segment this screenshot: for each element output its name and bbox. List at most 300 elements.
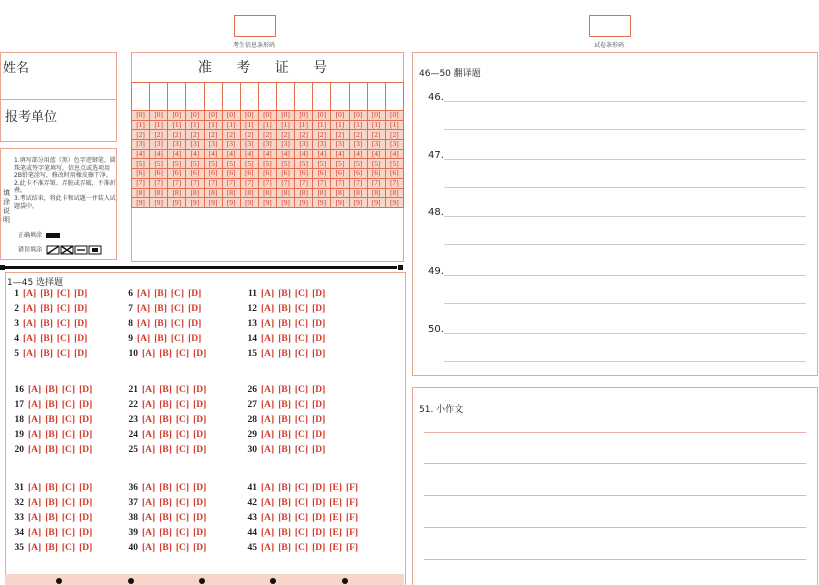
id-digit-bubble[interactable]: [8] bbox=[349, 188, 367, 198]
option-bubble[interactable]: [C] bbox=[294, 400, 309, 410]
option-bubble[interactable]: [A] bbox=[261, 385, 275, 395]
option-bubble[interactable]: [E] bbox=[329, 483, 342, 493]
option-bubble[interactable]: [B] bbox=[40, 319, 53, 329]
option-bubble[interactable]: [A] bbox=[23, 319, 37, 329]
id-digit-bubble[interactable]: [3] bbox=[186, 140, 204, 150]
id-digit-bubble[interactable]: [4] bbox=[313, 149, 331, 159]
option-bubble[interactable]: [C] bbox=[61, 498, 76, 508]
option-bubble[interactable]: [A] bbox=[261, 543, 275, 553]
id-digit-bubble[interactable]: [2] bbox=[258, 130, 276, 140]
option-bubble[interactable]: [D] bbox=[74, 289, 88, 299]
id-digit-bubble[interactable]: [2] bbox=[150, 130, 168, 140]
id-write-cell[interactable] bbox=[313, 83, 331, 111]
option-bubble[interactable]: [B] bbox=[40, 304, 53, 314]
id-digit-bubble[interactable]: [6] bbox=[258, 169, 276, 179]
translation-answer-line[interactable] bbox=[444, 216, 806, 217]
option-bubble[interactable]: [D] bbox=[312, 349, 326, 359]
option-bubble[interactable]: [C] bbox=[56, 319, 71, 329]
id-digit-bubble[interactable]: [9] bbox=[204, 198, 222, 208]
id-digit-bubble[interactable]: [3] bbox=[367, 140, 385, 150]
id-digit-bubble[interactable]: [6] bbox=[331, 169, 349, 179]
essay-line[interactable] bbox=[424, 527, 806, 528]
option-bubble[interactable]: [B] bbox=[159, 400, 172, 410]
id-digit-bubble[interactable]: [3] bbox=[385, 140, 403, 150]
id-digit-bubble[interactable]: [3] bbox=[240, 140, 258, 150]
option-bubble[interactable]: [C] bbox=[56, 304, 71, 314]
option-bubble[interactable]: [C] bbox=[294, 430, 309, 440]
id-digit-bubble[interactable]: [7] bbox=[222, 178, 240, 188]
option-bubble[interactable]: [D] bbox=[188, 319, 202, 329]
id-digit-bubble[interactable]: [5] bbox=[277, 159, 295, 169]
option-bubble[interactable]: [B] bbox=[278, 483, 291, 493]
option-bubble[interactable]: [A] bbox=[261, 528, 275, 538]
translation-answer-line[interactable] bbox=[444, 101, 806, 102]
id-digit-bubble[interactable]: [7] bbox=[385, 178, 403, 188]
id-digit-bubble[interactable]: [5] bbox=[168, 159, 186, 169]
option-bubble[interactable]: [A] bbox=[23, 334, 37, 344]
option-bubble[interactable]: [E] bbox=[329, 543, 342, 553]
id-digit-bubble[interactable]: [8] bbox=[150, 188, 168, 198]
option-bubble[interactable]: [B] bbox=[45, 400, 58, 410]
id-digit-bubble[interactable]: [9] bbox=[258, 198, 276, 208]
option-bubble[interactable]: [C] bbox=[61, 415, 76, 425]
id-digit-bubble[interactable]: [2] bbox=[186, 130, 204, 140]
option-bubble[interactable]: [A] bbox=[28, 513, 42, 523]
id-digit-bubble[interactable]: [5] bbox=[258, 159, 276, 169]
id-digit-bubble[interactable]: [5] bbox=[349, 159, 367, 169]
option-bubble[interactable]: [C] bbox=[294, 289, 309, 299]
id-digit-bubble[interactable]: [5] bbox=[367, 159, 385, 169]
id-digit-bubble[interactable]: [8] bbox=[385, 188, 403, 198]
option-bubble[interactable]: [D] bbox=[193, 528, 207, 538]
option-bubble[interactable]: [D] bbox=[312, 528, 326, 538]
option-bubble[interactable]: [C] bbox=[175, 498, 190, 508]
option-bubble[interactable]: [A] bbox=[28, 543, 42, 553]
id-digit-bubble[interactable]: [0] bbox=[367, 111, 385, 121]
id-digit-bubble[interactable]: [5] bbox=[150, 159, 168, 169]
option-bubble[interactable]: [C] bbox=[56, 334, 71, 344]
option-bubble[interactable]: [E] bbox=[329, 528, 342, 538]
id-digit-bubble[interactable]: [8] bbox=[132, 188, 150, 198]
option-bubble[interactable]: [A] bbox=[261, 483, 275, 493]
option-bubble[interactable]: [C] bbox=[170, 304, 185, 314]
option-bubble[interactable]: [A] bbox=[28, 483, 42, 493]
option-bubble[interactable]: [B] bbox=[154, 304, 167, 314]
id-digit-bubble[interactable]: [5] bbox=[222, 159, 240, 169]
translation-answer-line[interactable] bbox=[444, 361, 806, 362]
option-bubble[interactable]: [A] bbox=[261, 445, 275, 455]
id-digit-bubble[interactable]: [4] bbox=[277, 149, 295, 159]
option-bubble[interactable]: [A] bbox=[142, 543, 156, 553]
option-bubble[interactable]: [A] bbox=[137, 289, 151, 299]
option-bubble[interactable]: [D] bbox=[312, 385, 326, 395]
option-bubble[interactable]: [C] bbox=[61, 483, 76, 493]
id-digit-bubble[interactable]: [2] bbox=[168, 130, 186, 140]
id-digit-bubble[interactable]: [2] bbox=[222, 130, 240, 140]
option-bubble[interactable]: [D] bbox=[79, 543, 93, 553]
id-digit-bubble[interactable]: [4] bbox=[331, 149, 349, 159]
id-digit-bubble[interactable]: [3] bbox=[222, 140, 240, 150]
id-write-cell[interactable] bbox=[132, 83, 150, 111]
option-bubble[interactable]: [C] bbox=[294, 385, 309, 395]
translation-answer-line[interactable] bbox=[444, 333, 806, 334]
option-bubble[interactable]: [F] bbox=[345, 528, 359, 538]
essay-line[interactable] bbox=[424, 463, 806, 464]
option-bubble[interactable]: [B] bbox=[278, 349, 291, 359]
option-bubble[interactable]: [B] bbox=[278, 289, 291, 299]
option-bubble[interactable]: [C] bbox=[294, 319, 309, 329]
id-digit-bubble[interactable]: [8] bbox=[258, 188, 276, 198]
id-digit-bubble[interactable]: [0] bbox=[331, 111, 349, 121]
option-bubble[interactable]: [D] bbox=[79, 513, 93, 523]
id-digit-bubble[interactable]: [1] bbox=[385, 120, 403, 130]
option-bubble[interactable]: [C] bbox=[294, 415, 309, 425]
option-bubble[interactable]: [D] bbox=[74, 304, 88, 314]
id-digit-bubble[interactable]: [2] bbox=[367, 130, 385, 140]
option-bubble[interactable]: [C] bbox=[170, 289, 185, 299]
option-bubble[interactable]: [B] bbox=[45, 498, 58, 508]
option-bubble[interactable]: [A] bbox=[142, 528, 156, 538]
id-digit-bubble[interactable]: [3] bbox=[331, 140, 349, 150]
id-digit-bubble[interactable]: [0] bbox=[222, 111, 240, 121]
id-digit-bubble[interactable]: [0] bbox=[168, 111, 186, 121]
id-digit-bubble[interactable]: [1] bbox=[277, 120, 295, 130]
id-digit-bubble[interactable]: [3] bbox=[150, 140, 168, 150]
id-digit-bubble[interactable]: [1] bbox=[150, 120, 168, 130]
id-digit-bubble[interactable]: [1] bbox=[367, 120, 385, 130]
id-digit-bubble[interactable]: [9] bbox=[385, 198, 403, 208]
id-digit-bubble[interactable]: [8] bbox=[240, 188, 258, 198]
option-bubble[interactable]: [D] bbox=[312, 498, 326, 508]
id-write-cell[interactable] bbox=[258, 83, 276, 111]
id-digit-bubble[interactable]: [7] bbox=[277, 178, 295, 188]
essay-line[interactable] bbox=[424, 559, 806, 560]
id-digit-bubble[interactable]: [6] bbox=[277, 169, 295, 179]
id-write-cell[interactable] bbox=[204, 83, 222, 111]
id-digit-bubble[interactable]: [6] bbox=[349, 169, 367, 179]
option-bubble[interactable]: [A] bbox=[261, 513, 275, 523]
id-digit-bubble[interactable]: [3] bbox=[313, 140, 331, 150]
id-digit-bubble[interactable]: [4] bbox=[258, 149, 276, 159]
option-bubble[interactable]: [D] bbox=[312, 304, 326, 314]
option-bubble[interactable]: [B] bbox=[159, 483, 172, 493]
option-bubble[interactable]: [B] bbox=[159, 415, 172, 425]
id-digit-bubble[interactable]: [8] bbox=[367, 188, 385, 198]
id-digit-bubble[interactable]: [7] bbox=[186, 178, 204, 188]
option-bubble[interactable]: [B] bbox=[45, 528, 58, 538]
option-bubble[interactable]: [D] bbox=[312, 513, 326, 523]
id-digit-bubble[interactable]: [7] bbox=[258, 178, 276, 188]
id-digit-bubble[interactable]: [9] bbox=[367, 198, 385, 208]
option-bubble[interactable]: [B] bbox=[278, 543, 291, 553]
option-bubble[interactable]: [C] bbox=[56, 349, 71, 359]
option-bubble[interactable]: [D] bbox=[188, 334, 202, 344]
id-digit-bubble[interactable]: [0] bbox=[258, 111, 276, 121]
option-bubble[interactable]: [B] bbox=[159, 385, 172, 395]
id-digit-bubble[interactable]: [5] bbox=[240, 159, 258, 169]
option-bubble[interactable]: [F] bbox=[345, 513, 359, 523]
option-bubble[interactable]: [A] bbox=[261, 334, 275, 344]
option-bubble[interactable]: [B] bbox=[159, 445, 172, 455]
option-bubble[interactable]: [B] bbox=[278, 319, 291, 329]
option-bubble[interactable]: [D] bbox=[193, 385, 207, 395]
option-bubble[interactable]: [C] bbox=[61, 543, 76, 553]
id-digit-bubble[interactable]: [6] bbox=[132, 169, 150, 179]
option-bubble[interactable]: [B] bbox=[45, 430, 58, 440]
id-digit-bubble[interactable]: [6] bbox=[150, 169, 168, 179]
option-bubble[interactable]: [D] bbox=[79, 415, 93, 425]
option-bubble[interactable]: [D] bbox=[188, 304, 202, 314]
option-bubble[interactable]: [A] bbox=[28, 415, 42, 425]
option-bubble[interactable]: [C] bbox=[294, 543, 309, 553]
id-digit-bubble[interactable]: [0] bbox=[385, 111, 403, 121]
option-bubble[interactable]: [D] bbox=[193, 400, 207, 410]
option-bubble[interactable]: [D] bbox=[312, 415, 326, 425]
id-digit-bubble[interactable]: [6] bbox=[204, 169, 222, 179]
id-write-cell[interactable] bbox=[349, 83, 367, 111]
option-bubble[interactable]: [A] bbox=[137, 334, 151, 344]
id-digit-bubble[interactable]: [9] bbox=[277, 198, 295, 208]
option-bubble[interactable]: [B] bbox=[45, 483, 58, 493]
id-digit-bubble[interactable]: [9] bbox=[132, 198, 150, 208]
option-bubble[interactable]: [D] bbox=[193, 513, 207, 523]
option-bubble[interactable]: [B] bbox=[278, 430, 291, 440]
option-bubble[interactable]: [C] bbox=[175, 430, 190, 440]
option-bubble[interactable]: [A] bbox=[23, 289, 37, 299]
option-bubble[interactable]: [B] bbox=[45, 415, 58, 425]
option-bubble[interactable]: [D] bbox=[188, 289, 202, 299]
id-digit-bubble[interactable]: [1] bbox=[313, 120, 331, 130]
option-bubble[interactable]: [F] bbox=[345, 483, 359, 493]
id-digit-bubble[interactable]: [1] bbox=[168, 120, 186, 130]
option-bubble[interactable]: [B] bbox=[278, 498, 291, 508]
id-digit-bubble[interactable]: [3] bbox=[204, 140, 222, 150]
option-bubble[interactable]: [D] bbox=[193, 430, 207, 440]
option-bubble[interactable]: [C] bbox=[294, 445, 309, 455]
id-digit-bubble[interactable]: [7] bbox=[295, 178, 313, 188]
option-bubble[interactable]: [A] bbox=[261, 319, 275, 329]
id-digit-bubble[interactable]: [6] bbox=[186, 169, 204, 179]
option-bubble[interactable]: [A] bbox=[261, 498, 275, 508]
option-bubble[interactable]: [C] bbox=[175, 543, 190, 553]
essay-line[interactable] bbox=[424, 495, 806, 496]
option-bubble[interactable]: [B] bbox=[159, 498, 172, 508]
option-bubble[interactable]: [E] bbox=[329, 498, 342, 508]
id-digit-bubble[interactable]: [8] bbox=[204, 188, 222, 198]
option-bubble[interactable]: [A] bbox=[261, 289, 275, 299]
id-digit-bubble[interactable]: [9] bbox=[349, 198, 367, 208]
option-bubble[interactable]: [B] bbox=[40, 334, 53, 344]
id-write-cell[interactable] bbox=[150, 83, 168, 111]
option-bubble[interactable]: [B] bbox=[45, 385, 58, 395]
option-bubble[interactable]: [D] bbox=[193, 349, 207, 359]
translation-answer-line[interactable] bbox=[444, 244, 806, 245]
option-bubble[interactable]: [D] bbox=[79, 498, 93, 508]
option-bubble[interactable]: [B] bbox=[45, 543, 58, 553]
option-bubble[interactable]: [B] bbox=[159, 430, 172, 440]
id-digit-bubble[interactable]: [3] bbox=[277, 140, 295, 150]
option-bubble[interactable]: [D] bbox=[312, 319, 326, 329]
option-bubble[interactable]: [B] bbox=[45, 513, 58, 523]
option-bubble[interactable]: [B] bbox=[278, 334, 291, 344]
option-bubble[interactable]: [B] bbox=[40, 349, 53, 359]
id-digit-bubble[interactable]: [3] bbox=[258, 140, 276, 150]
option-bubble[interactable]: [D] bbox=[312, 543, 326, 553]
option-bubble[interactable]: [D] bbox=[79, 400, 93, 410]
id-digit-bubble[interactable]: [1] bbox=[222, 120, 240, 130]
option-bubble[interactable]: [A] bbox=[137, 319, 151, 329]
id-digit-bubble[interactable]: [7] bbox=[313, 178, 331, 188]
option-bubble[interactable]: [A] bbox=[142, 430, 156, 440]
option-bubble[interactable]: [C] bbox=[175, 349, 190, 359]
option-bubble[interactable]: [A] bbox=[28, 400, 42, 410]
option-bubble[interactable]: [D] bbox=[193, 483, 207, 493]
option-bubble[interactable]: [C] bbox=[294, 334, 309, 344]
option-bubble[interactable]: [E] bbox=[329, 513, 342, 523]
id-digit-bubble[interactable]: [1] bbox=[204, 120, 222, 130]
id-digit-bubble[interactable]: [0] bbox=[240, 111, 258, 121]
option-bubble[interactable]: [A] bbox=[142, 385, 156, 395]
id-digit-bubble[interactable]: [6] bbox=[295, 169, 313, 179]
id-digit-bubble[interactable]: [8] bbox=[295, 188, 313, 198]
option-bubble[interactable]: [C] bbox=[61, 445, 76, 455]
id-digit-bubble[interactable]: [4] bbox=[295, 149, 313, 159]
id-digit-bubble[interactable]: [2] bbox=[240, 130, 258, 140]
option-bubble[interactable]: [D] bbox=[79, 430, 93, 440]
translation-answer-line[interactable] bbox=[444, 275, 806, 276]
option-bubble[interactable]: [C] bbox=[61, 400, 76, 410]
id-digit-bubble[interactable]: [1] bbox=[331, 120, 349, 130]
option-bubble[interactable]: [A] bbox=[142, 498, 156, 508]
id-digit-bubble[interactable]: [2] bbox=[349, 130, 367, 140]
option-bubble[interactable]: [A] bbox=[261, 415, 275, 425]
id-digit-bubble[interactable]: [2] bbox=[331, 130, 349, 140]
id-write-cell[interactable] bbox=[295, 83, 313, 111]
option-bubble[interactable]: [B] bbox=[159, 528, 172, 538]
id-digit-bubble[interactable]: [4] bbox=[150, 149, 168, 159]
id-digit-bubble[interactable]: [9] bbox=[240, 198, 258, 208]
id-digit-bubble[interactable]: [0] bbox=[204, 111, 222, 121]
id-digit-bubble[interactable]: [8] bbox=[331, 188, 349, 198]
id-digit-bubble[interactable]: [3] bbox=[295, 140, 313, 150]
translation-answer-line[interactable] bbox=[444, 187, 806, 188]
option-bubble[interactable]: [A] bbox=[137, 304, 151, 314]
option-bubble[interactable]: [A] bbox=[142, 445, 156, 455]
option-bubble[interactable]: [D] bbox=[193, 498, 207, 508]
id-digit-bubble[interactable]: [8] bbox=[277, 188, 295, 198]
id-digit-bubble[interactable]: [2] bbox=[295, 130, 313, 140]
id-digit-bubble[interactable]: [0] bbox=[295, 111, 313, 121]
id-digit-bubble[interactable]: [9] bbox=[313, 198, 331, 208]
id-digit-bubble[interactable]: [6] bbox=[385, 169, 403, 179]
option-bubble[interactable]: [C] bbox=[175, 385, 190, 395]
id-digit-bubble[interactable]: [4] bbox=[204, 149, 222, 159]
option-bubble[interactable]: [A] bbox=[142, 400, 156, 410]
option-bubble[interactable]: [D] bbox=[312, 289, 326, 299]
id-write-cell[interactable] bbox=[168, 83, 186, 111]
option-bubble[interactable]: [A] bbox=[23, 349, 37, 359]
option-bubble[interactable]: [A] bbox=[261, 400, 275, 410]
translation-answer-line[interactable] bbox=[444, 129, 806, 130]
option-bubble[interactable]: [D] bbox=[74, 319, 88, 329]
id-digit-bubble[interactable]: [5] bbox=[186, 159, 204, 169]
id-digit-bubble[interactable]: [1] bbox=[186, 120, 204, 130]
id-digit-bubble[interactable]: [4] bbox=[132, 149, 150, 159]
id-digit-bubble[interactable]: [0] bbox=[349, 111, 367, 121]
option-bubble[interactable]: [D] bbox=[312, 483, 326, 493]
id-digit-bubble[interactable]: [4] bbox=[222, 149, 240, 159]
option-bubble[interactable]: [D] bbox=[79, 385, 93, 395]
option-bubble[interactable]: [B] bbox=[159, 513, 172, 523]
option-bubble[interactable]: [D] bbox=[74, 349, 88, 359]
essay-line[interactable] bbox=[424, 432, 806, 433]
id-digit-bubble[interactable]: [2] bbox=[277, 130, 295, 140]
id-write-cell[interactable] bbox=[277, 83, 295, 111]
option-bubble[interactable]: [B] bbox=[154, 334, 167, 344]
option-bubble[interactable]: [C] bbox=[175, 445, 190, 455]
id-digit-bubble[interactable]: [9] bbox=[168, 198, 186, 208]
option-bubble[interactable]: [D] bbox=[79, 528, 93, 538]
id-digit-bubble[interactable]: [0] bbox=[132, 111, 150, 121]
id-digit-bubble[interactable]: [0] bbox=[313, 111, 331, 121]
option-bubble[interactable]: [A] bbox=[28, 430, 42, 440]
id-write-cell[interactable] bbox=[367, 83, 385, 111]
option-bubble[interactable]: [B] bbox=[154, 319, 167, 329]
option-bubble[interactable]: [F] bbox=[345, 498, 359, 508]
option-bubble[interactable]: [A] bbox=[28, 445, 42, 455]
id-digit-bubble[interactable]: [6] bbox=[168, 169, 186, 179]
id-write-cell[interactable] bbox=[385, 83, 403, 111]
option-bubble[interactable]: [C] bbox=[61, 430, 76, 440]
id-digit-bubble[interactable]: [0] bbox=[277, 111, 295, 121]
option-bubble[interactable]: [D] bbox=[193, 543, 207, 553]
option-bubble[interactable]: [C] bbox=[294, 498, 309, 508]
option-bubble[interactable]: [C] bbox=[170, 334, 185, 344]
option-bubble[interactable]: [C] bbox=[61, 528, 76, 538]
option-bubble[interactable]: [B] bbox=[45, 445, 58, 455]
id-write-cell[interactable] bbox=[240, 83, 258, 111]
option-bubble[interactable]: [A] bbox=[28, 528, 42, 538]
id-digit-bubble[interactable]: [4] bbox=[168, 149, 186, 159]
option-bubble[interactable]: [B] bbox=[159, 543, 172, 553]
id-digit-bubble[interactable]: [7] bbox=[132, 178, 150, 188]
option-bubble[interactable]: [B] bbox=[278, 528, 291, 538]
option-bubble[interactable]: [C] bbox=[61, 513, 76, 523]
id-digit-bubble[interactable]: [8] bbox=[313, 188, 331, 198]
option-bubble[interactable]: [C] bbox=[294, 304, 309, 314]
id-digit-bubble[interactable]: [1] bbox=[295, 120, 313, 130]
option-bubble[interactable]: [B] bbox=[278, 445, 291, 455]
id-digit-bubble[interactable]: [2] bbox=[385, 130, 403, 140]
id-digit-bubble[interactable]: [3] bbox=[349, 140, 367, 150]
option-bubble[interactable]: [C] bbox=[175, 528, 190, 538]
option-bubble[interactable]: [D] bbox=[74, 334, 88, 344]
option-bubble[interactable]: [A] bbox=[142, 415, 156, 425]
option-bubble[interactable]: [C] bbox=[175, 400, 190, 410]
option-bubble[interactable]: [C] bbox=[175, 483, 190, 493]
id-digit-bubble[interactable]: [9] bbox=[150, 198, 168, 208]
id-digit-bubble[interactable]: [4] bbox=[385, 149, 403, 159]
id-digit-bubble[interactable]: [6] bbox=[313, 169, 331, 179]
option-bubble[interactable]: [A] bbox=[142, 349, 156, 359]
id-write-cell[interactable] bbox=[331, 83, 349, 111]
id-write-cell[interactable] bbox=[222, 83, 240, 111]
id-digit-bubble[interactable]: [4] bbox=[186, 149, 204, 159]
option-bubble[interactable]: [C] bbox=[294, 528, 309, 538]
option-bubble[interactable]: [B] bbox=[278, 304, 291, 314]
id-digit-bubble[interactable]: [7] bbox=[204, 178, 222, 188]
id-digit-bubble[interactable]: [4] bbox=[349, 149, 367, 159]
